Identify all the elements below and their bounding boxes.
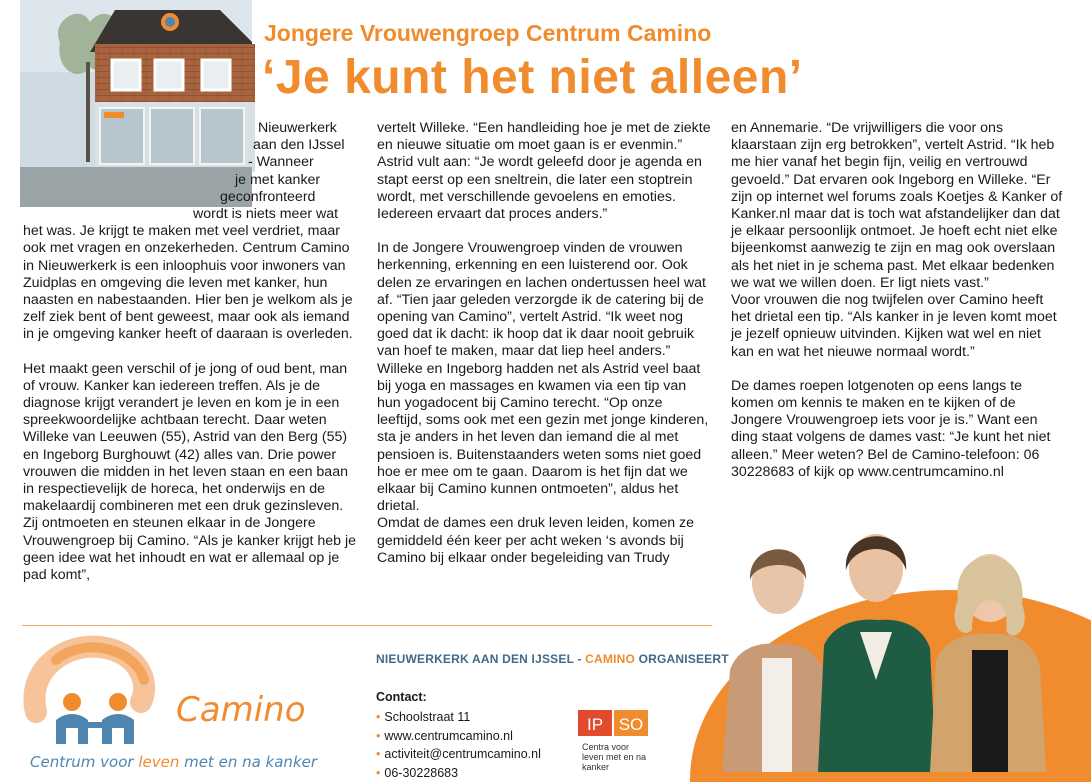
article-column-2 xyxy=(377,120,711,567)
ipso-logo-text-right: SO xyxy=(619,715,644,734)
bullet-icon: • xyxy=(376,710,380,724)
organiser-name: CAMINO xyxy=(585,652,635,666)
bullet-icon: • xyxy=(376,747,380,761)
camino-people-logo-icon xyxy=(26,640,176,752)
section-divider xyxy=(22,625,712,626)
contact-address xyxy=(376,708,541,727)
ipso-subtitle: Centra voor leven met en na kanker xyxy=(582,742,652,772)
column-2-paragraph-2: In de Jongere Vrouwengroep vinden de vrouwen herkenning, erkenning en een luisterend oor. Ook delen ze ervaringen en lachen ondertussen heel wat af. “Tien jaar geleden verzorgde ik de catering bij de opening van Camino”, vertelt Astrid. “Ik weet nog goed dat ik dacht: ik hoop dat ik daar nooit gebruik van hoef te maken, maar dat liep heel anders.” Willeke en Ingeborg hadden net als Astrid veel baat bij yoga en massages en kwamen via een tip van hun yogadocent bij Camino terecht. “Op onze leeftijd, soms ook met een gezin met jonge kinderen, sta je anders in het leven dan iemand die al met pensioen is. Buitenstaanders weten soms niet goed hoe er mee om te gaan. Daarom is het fijn dat we elkaar bij Camino kunnen ontmoeten”, aldus het drietal. xyxy=(377,240,711,515)
column-1-paragraph-2: Het maakt geen verschil of je jong of oud bent, man of vrouw. Kanker kan iedereen treffen. Als je de diagnose krijgt verandert je leven en kom je in een spreekwoordelijke achtbaan terecht. Daar weten Willeke van Leeuwen (55), Astrid van den Berg (55) en Ingeborg Burghouwt (42) alles van. Drie power vrouwen die midden in het leven staan en een baan in respectievelijk de horeca, het onderwijs en de makelaardij combineren met een druk gezinsleven. Zij ontmoeten en steunen elkaar in de Jongere Vrouwengroep bij Camino. “Als je kanker krijgt heb je geen idee wat het inhoudt en wat er allemaal op je pad komt”, xyxy=(23,361,358,585)
logo-name: Camino xyxy=(176,690,306,730)
bullet-icon: • xyxy=(376,766,380,780)
contact-email[interactable] xyxy=(376,745,541,764)
tagline-part: met en na kanker xyxy=(179,753,317,771)
column-1-paragraph-1-body: het was. Je krijgt te maken met veel verdriet, maar ook met vragen en onzekerheden. Centrum Camino in Nieuwerkerk is een inloophuis voor inwoners van Zuidplas en omgeving die leven met kanker, hun naasten en nabestaanden. Hier ben je welkom als je zelf ziek bent of bent geweest, maar ook als iemand in je omgeving kanker heeft of daaraan is overleden. xyxy=(23,223,353,342)
contact-email-text[interactable]: activiteit@centrumcamino.nl xyxy=(384,747,541,761)
article-headline: ‘Je kunt het niet alleen’ xyxy=(262,50,803,105)
article-column-3 xyxy=(731,120,1066,481)
column-3-paragraph-1: en Annemarie. “De vrijwilligers die voor ons klaarstaan zijn erg betrokken”, vertelt Astrid. “Ik heb me hier vanaf het begin fijn, veilig en vertrouwd gevoeld.” Dat ervaren ook Ingeborg en Willeke. “Er zijn op internet wel forums zoals Koetjes & Kanker of Kanker.nl maar dat is toch wat afstandelijker dan dat je elkaar persoonlijk ontmoet. Je hoeft echt niet elke bijeenkomst aanwezig te zijn en mag ook overslaan als het niet in je schema past. Met elkaar bedenken we wat we willen doen. Er ligt niets vast.” xyxy=(731,120,1066,292)
ipso-logo-text-left: IP xyxy=(587,715,603,734)
contact-phone-text: 06-30228683 xyxy=(384,766,458,780)
logo-tagline xyxy=(30,753,317,771)
wrap-line: je met kanker xyxy=(23,172,358,189)
column-2-paragraph-3: Omdat de dames een druk leven leiden, komen ze gemiddeld één keer per acht weken ‘s avonds bij Camino bij elkaar onder begeleiding van Trudy xyxy=(377,515,711,567)
wrap-line: - Wanneer xyxy=(23,154,358,171)
article-column-1 xyxy=(23,120,358,584)
organiser-place: NIEUWERKERK AAN DEN IJSSEL - xyxy=(376,652,585,666)
article-kicker: Jongere Vrouwengroep Centrum Camino xyxy=(264,20,711,47)
wrap-line: wordt is niets meer wat xyxy=(23,206,358,223)
contact-website-text[interactable]: www.centrumcamino.nl xyxy=(384,729,513,743)
wrap-line: Nieuwerkerk xyxy=(23,120,358,137)
bullet-icon: • xyxy=(376,729,380,743)
column-3-paragraph-3: De dames roepen lotgenoten op eens langs te komen om kennis te maken en te kijken of de Jongere Vrouwengroep iets voor je is.” Want een ding staat volgens de dames vast: “Je kunt het niet alleen.” Meer weten? Bel de Camino-telefoon: 06 30228683 of kijk op www.centrumcamino.nl xyxy=(731,378,1066,481)
contact-address-text: Schoolstraat 11 xyxy=(384,710,470,724)
wrap-line: aan den IJssel xyxy=(23,137,358,154)
contact-website[interactable] xyxy=(376,727,541,746)
wrap-line: geconfronteerd xyxy=(23,189,358,206)
organiser-line xyxy=(376,652,729,666)
women-photo xyxy=(700,520,1091,772)
tagline-part: Centrum voor xyxy=(30,753,138,771)
organiser-suffix: ORGANISEERT xyxy=(635,652,729,666)
contact-list xyxy=(376,708,541,782)
contact-title: Contact: xyxy=(376,690,427,704)
tagline-highlight: leven xyxy=(138,753,179,771)
camino-logo xyxy=(26,640,326,772)
contact-phone xyxy=(376,764,541,782)
column-2-paragraph-1: vertelt Willeke. “Een handleiding hoe je met de ziekte en nieuwe situatie om moet gaan is er evenmin.” Astrid vult aan: “Je wordt geleefd door je agenda en stapt eerst op een sneltrein, die later een stoptrein wordt, met verschillende gevoelens en emoties. Iedereen ervaart dat proces anders.” xyxy=(377,120,711,223)
column-1-paragraph-1 xyxy=(23,120,358,344)
column-3-paragraph-2: Voor vrouwen die nog twijfelen over Camino heeft het drietal een tip. “Als kanker in je leven komt moet je jezelf opnieuw uitvinden. Kijken wat wel en niet kan en wat het nieuwe normaal wordt.” xyxy=(731,292,1066,361)
